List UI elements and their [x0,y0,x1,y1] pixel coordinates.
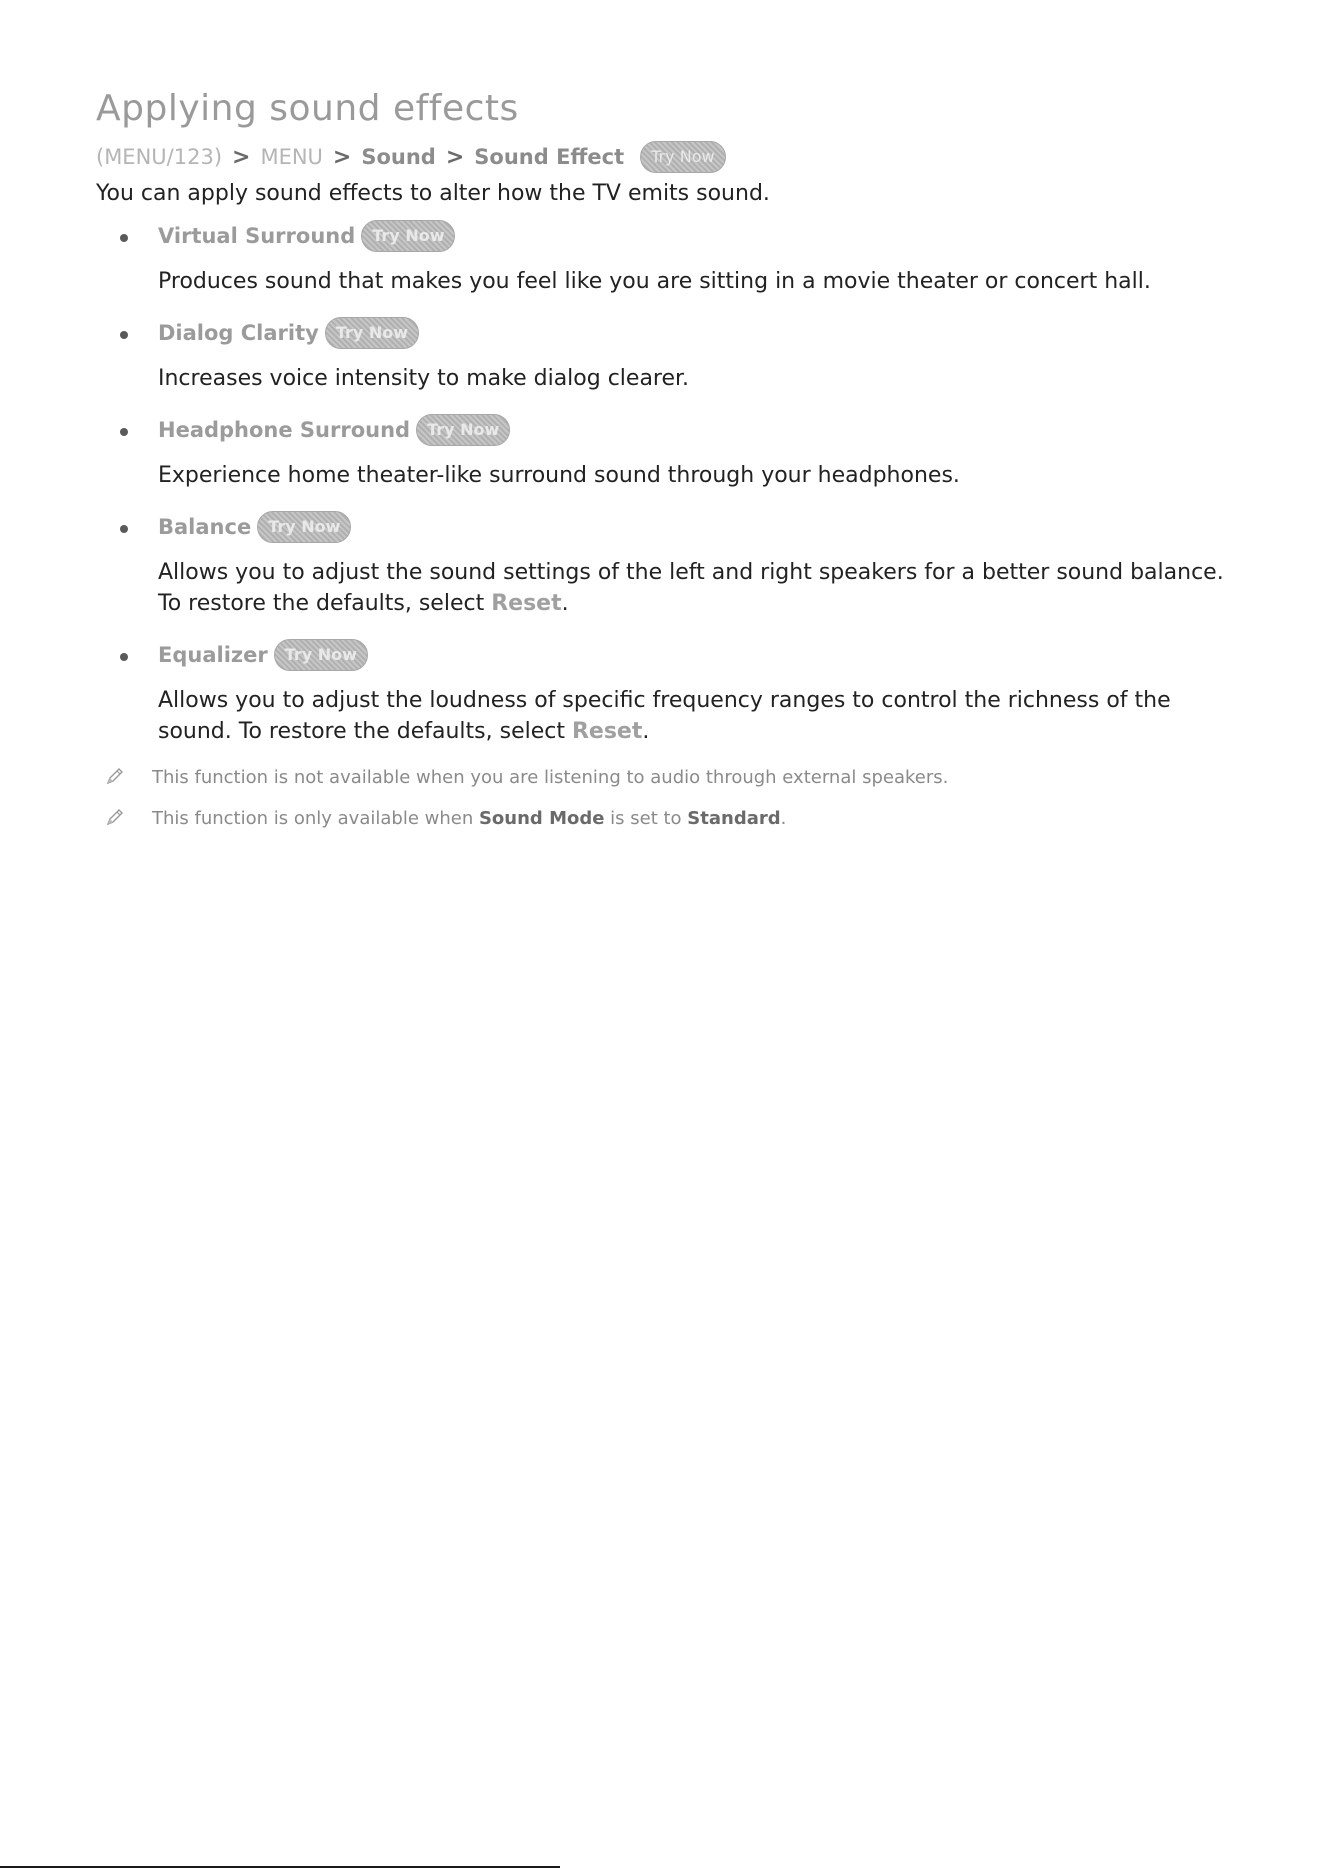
list-item [96,317,1236,394]
notes [96,767,1236,829]
note [96,767,1236,788]
breadcrumb-sound-effect[interactable]: Sound Effect [474,145,625,169]
try-now-button[interactable]: Try Now [274,639,368,671]
item-description-end: . [642,719,650,744]
bullet-dot [120,525,128,533]
page-content [96,88,1236,849]
item-description [158,557,1236,619]
try-now-button[interactable]: Try Now [361,220,455,252]
list-item [96,511,1236,619]
note [96,808,1236,829]
list-item [96,639,1236,747]
note-text: This function is not available when you are listening to audio through external speakers. [152,767,949,788]
item-label-virtual-surround: Virtual Surround [158,224,356,248]
pencil-icon [104,806,126,828]
try-now-button[interactable]: Try Now [257,511,351,543]
item-description-text: Allows you to adjust the sound settings of the left and right speakers for a better sound balance. To restore the defaults, select [158,560,1224,616]
try-now-button[interactable]: Try Now [640,141,725,173]
bullet-dot [120,234,128,242]
item-label-headphone-surround: Headphone Surround [158,418,411,442]
item-description: Produces sound that makes you feel like you are sitting in a movie theater or concert hall. [158,269,1151,294]
item-label-dialog-clarity: Dialog Clarity [158,321,319,345]
item-description [158,685,1236,747]
bullet-dot [120,428,128,436]
sound-effects-list [96,220,1236,747]
list-item [96,414,1236,491]
reset-reference: Reset [491,591,562,616]
item-description-text: Allows you to adjust the loudness of specific frequency ranges to control the richness of the sound. To restore the defaults, select [158,688,1171,744]
breadcrumb [96,141,1236,173]
footer-divider [0,1866,560,1868]
breadcrumb-sound[interactable]: Sound [361,145,436,169]
note-text: This function is only available when [152,808,479,829]
page-title: Applying sound effects [96,88,519,129]
item-description-end: . [561,591,569,616]
bullet-dot [120,653,128,661]
breadcrumb-separator: > [445,144,465,170]
breadcrumb-menu-key: (MENU/123) [96,145,223,169]
breadcrumb-separator: > [332,144,352,170]
breadcrumb-menu: MENU [260,145,323,169]
try-now-button[interactable]: Try Now [325,317,419,349]
try-now-button[interactable]: Try Now [416,414,510,446]
item-label-equalizer: Equalizer [158,643,268,667]
item-label-balance: Balance [158,515,252,539]
standard-reference: Standard [687,808,781,829]
item-description: Experience home theater-like surround sound through your headphones. [158,463,960,488]
list-item [96,220,1236,297]
breadcrumb-separator: > [232,144,251,170]
sound-mode-reference: Sound Mode [478,808,605,829]
intro-text: You can apply sound effects to alter how the TV emits sound. [96,181,770,206]
note-text: . [780,808,787,829]
note-text: is set to [604,808,688,829]
bullet-dot [120,331,128,339]
item-description: Increases voice intensity to make dialog clearer. [158,366,690,391]
pencil-icon [104,765,126,787]
reset-reference: Reset [571,719,643,744]
